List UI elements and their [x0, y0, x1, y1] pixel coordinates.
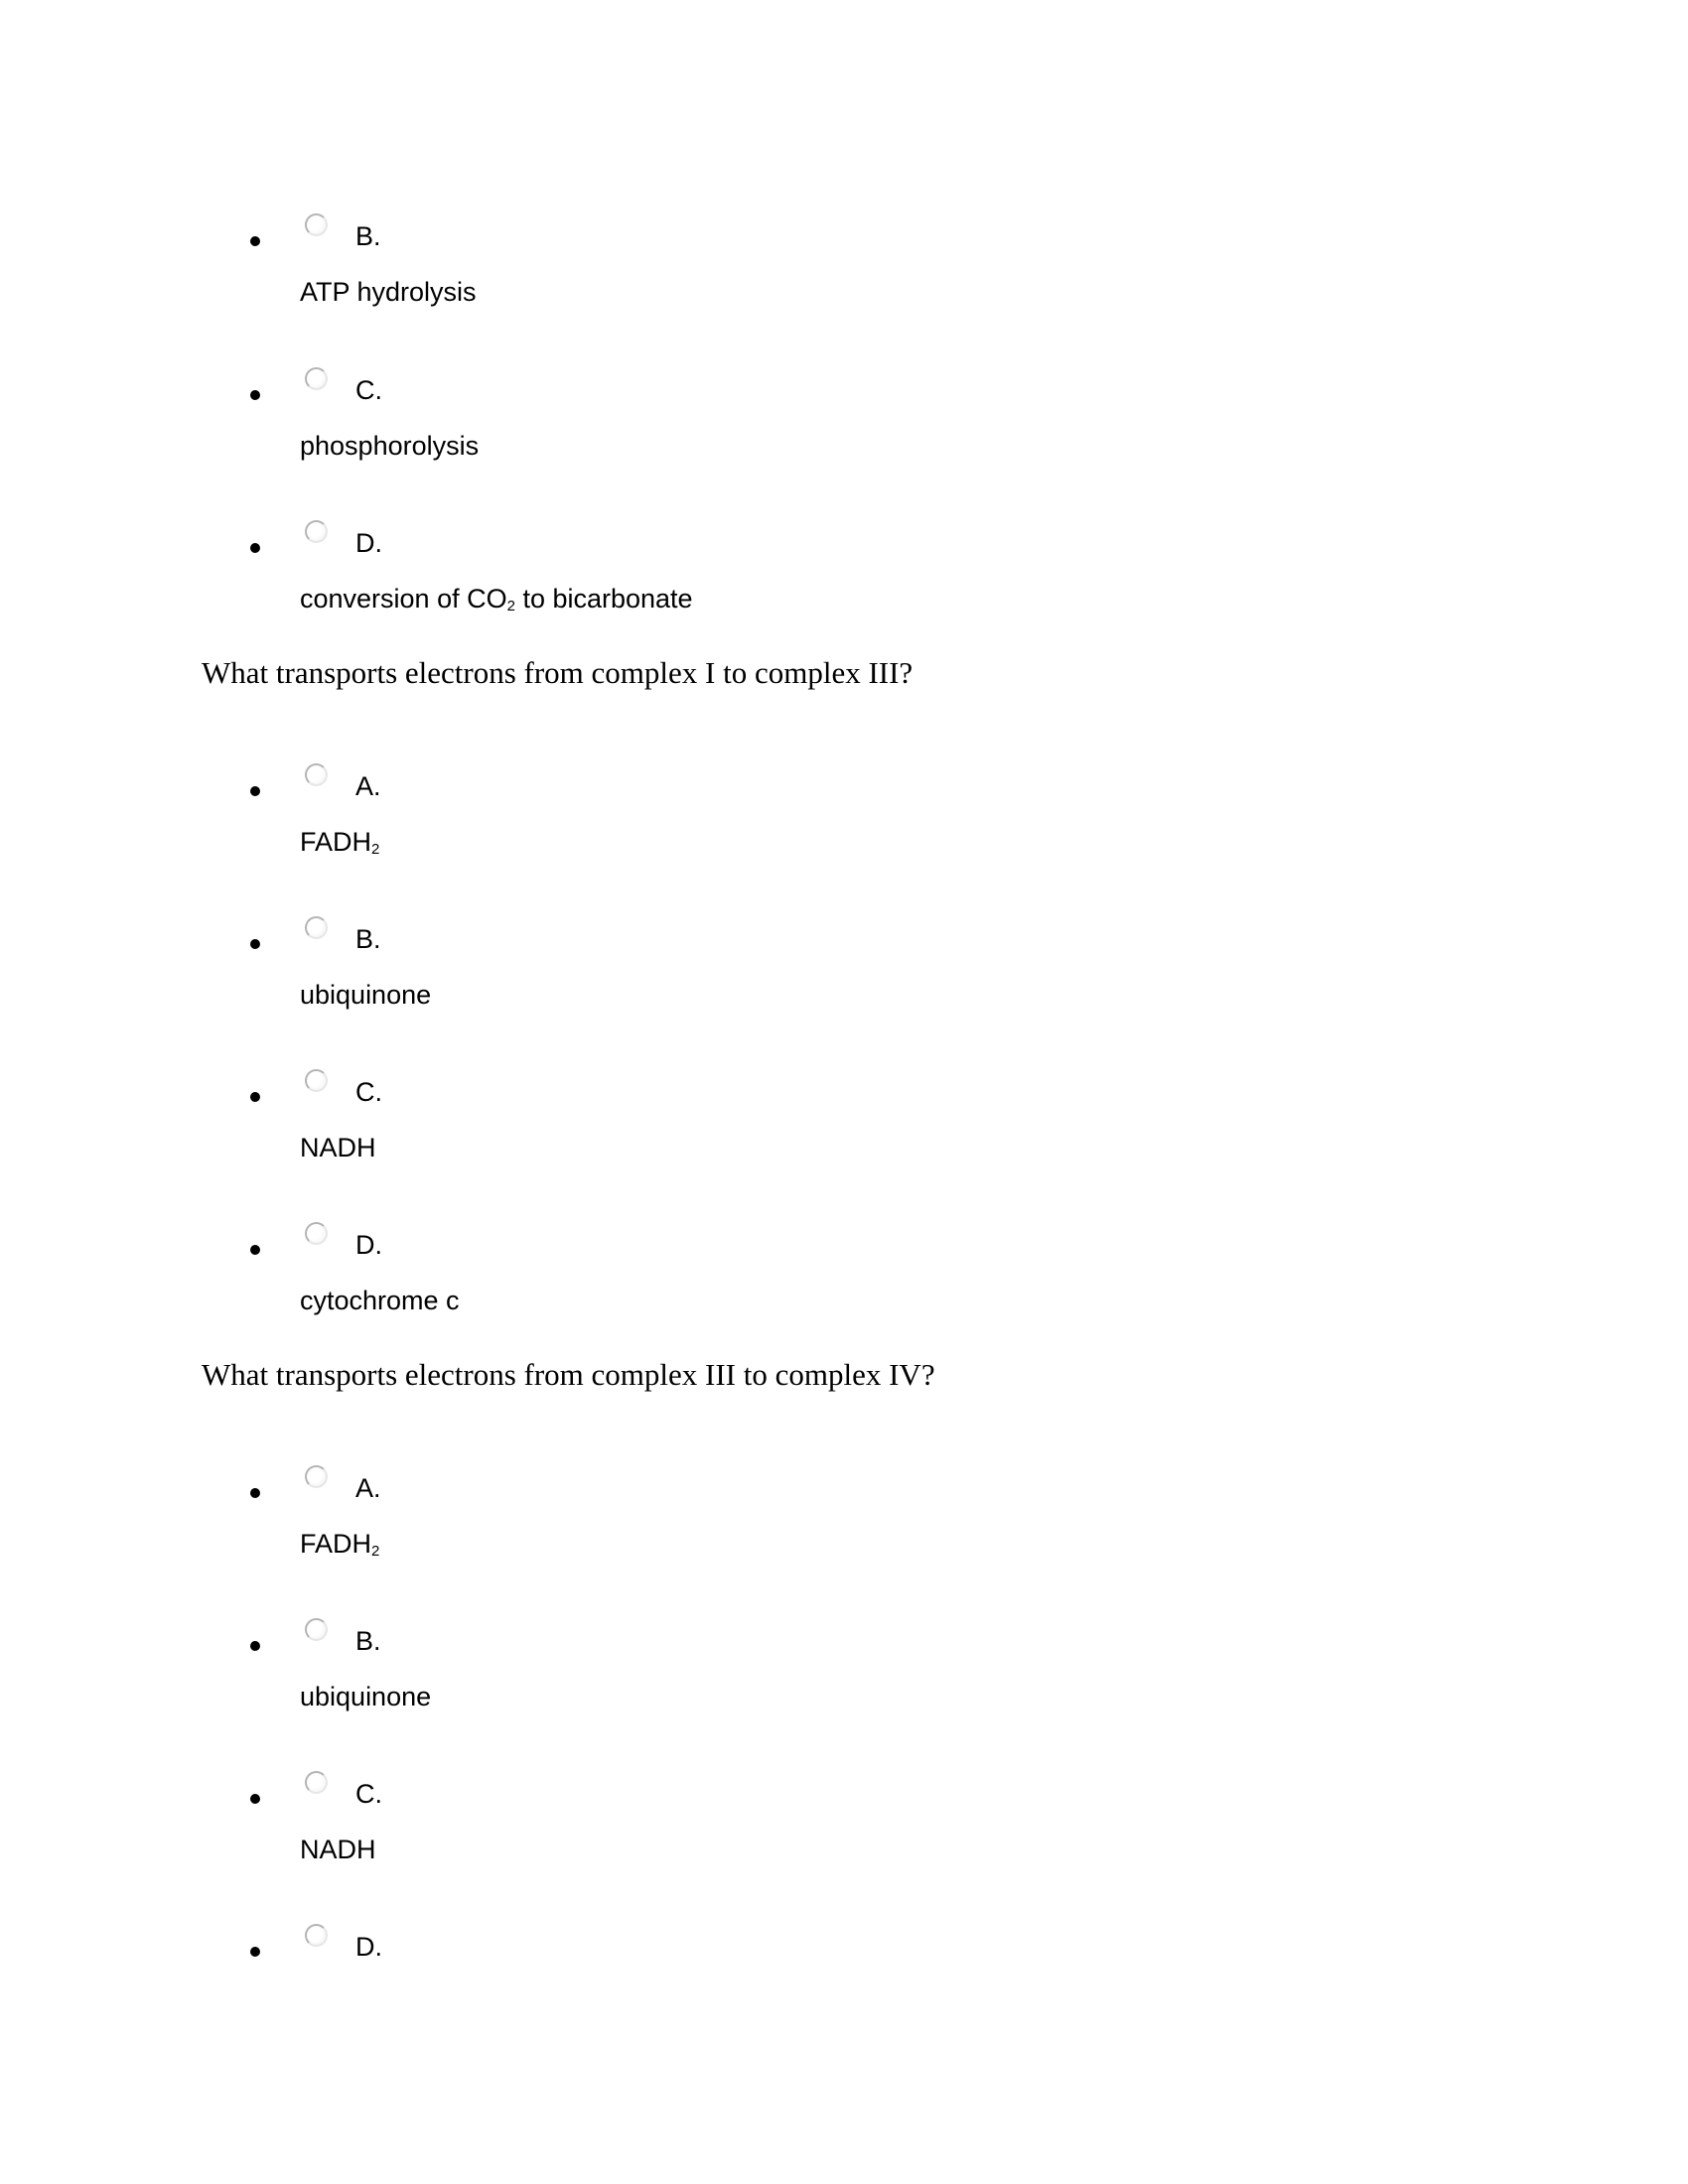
bullet	[250, 390, 260, 400]
option-text-part: conversion of CO	[300, 584, 507, 614]
radio-button[interactable]	[305, 1924, 328, 1947]
option-text	[300, 583, 693, 614]
q2-option-a	[0, 1465, 1688, 1604]
option-text: ubiquinone	[300, 1682, 432, 1711]
option-c	[0, 367, 1688, 506]
option-letter: C.	[355, 375, 382, 405]
option-text-part: FADH	[300, 1529, 372, 1559]
q2-option-b	[0, 1618, 1688, 1757]
bullet	[250, 1947, 260, 1957]
q1-option-a	[0, 763, 1688, 902]
option-letter: D.	[355, 528, 382, 558]
bullet	[250, 1641, 260, 1651]
option-text: cytochrome c	[300, 1286, 460, 1315]
option-letter: D.	[355, 1230, 382, 1260]
bullet	[250, 236, 260, 246]
subscript: 2	[371, 841, 380, 858]
bullet	[250, 1794, 260, 1804]
q2-option-c	[0, 1771, 1688, 1910]
radio-button[interactable]	[305, 763, 328, 786]
option-text	[300, 1528, 379, 1560]
radio-button[interactable]	[305, 1618, 328, 1641]
option-text	[300, 826, 379, 858]
bullet	[250, 1245, 260, 1255]
q1-option-c	[0, 1069, 1688, 1208]
subscript: 2	[371, 1543, 380, 1560]
option-text: phosphorolysis	[300, 431, 480, 461]
radio-button[interactable]	[305, 213, 328, 236]
option-letter: B.	[355, 221, 381, 251]
option-letter: C.	[355, 1077, 382, 1107]
radio-button[interactable]	[305, 916, 328, 939]
bullet	[250, 939, 260, 949]
option-b	[0, 213, 1688, 352]
radio-button[interactable]	[305, 1222, 328, 1245]
bullet	[250, 786, 260, 796]
option-letter: B.	[355, 924, 381, 954]
option-text: NADH	[300, 1835, 376, 1864]
q1-option-b	[0, 916, 1688, 1055]
radio-button[interactable]	[305, 367, 328, 390]
bullet	[250, 1488, 260, 1498]
subscript: 2	[506, 598, 515, 614]
option-letter: D.	[355, 1932, 382, 1962]
option-d	[0, 520, 1688, 659]
option-text: ATP hydrolysis	[300, 277, 477, 307]
radio-button[interactable]	[305, 1465, 328, 1488]
radio-button[interactable]	[305, 520, 328, 543]
radio-button[interactable]	[305, 1771, 328, 1794]
option-text: NADH	[300, 1133, 376, 1162]
q1-option-d	[0, 1222, 1688, 1361]
option-text: ubiquinone	[300, 980, 432, 1010]
option-text-part: to bicarbonate	[514, 584, 693, 614]
option-letter: A.	[355, 771, 381, 801]
question-2-text: What transports electrons from complex III to complex IV?	[202, 1357, 935, 1392]
q2-option-d	[0, 1924, 1688, 2063]
question-1-text: What transports electrons from complex I to complex III?	[202, 655, 914, 690]
radio-button[interactable]	[305, 1069, 328, 1092]
option-letter: B.	[355, 1626, 381, 1656]
bullet	[250, 543, 260, 553]
bullet	[250, 1092, 260, 1102]
option-letter: C.	[355, 1779, 382, 1809]
option-letter: A.	[355, 1473, 381, 1503]
option-text-part: FADH	[300, 827, 372, 857]
